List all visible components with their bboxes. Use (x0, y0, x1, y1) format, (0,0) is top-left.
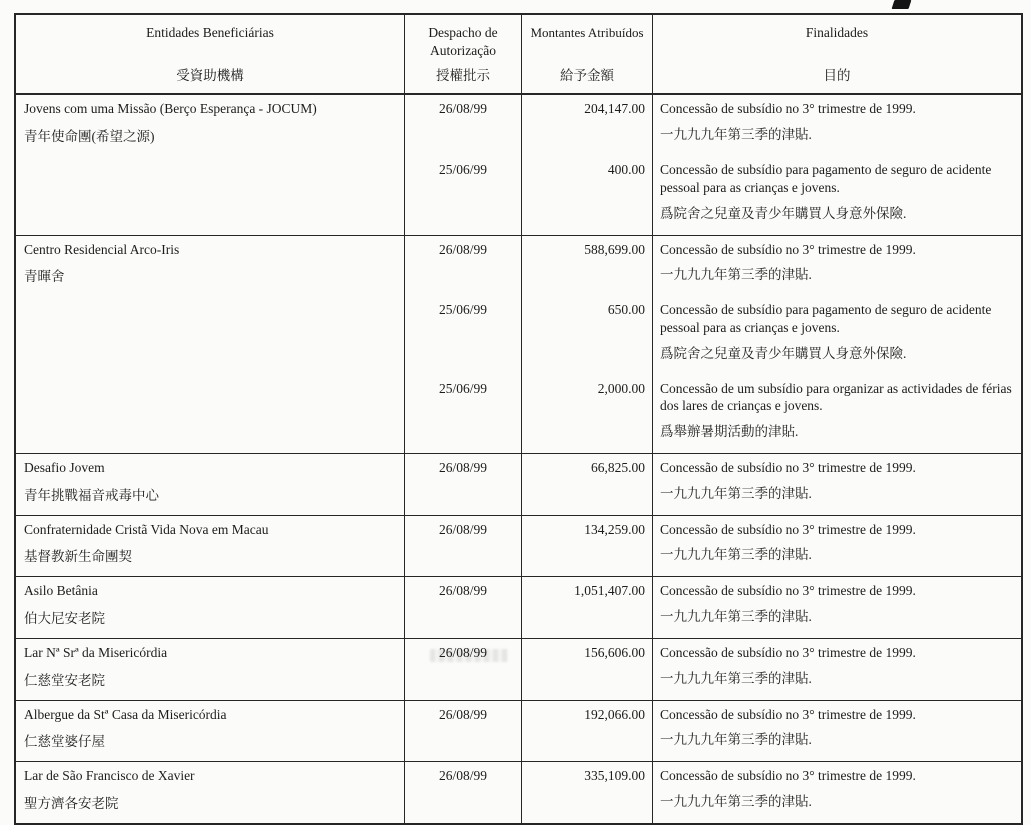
table-row (16, 454, 1021, 516)
authorization-date: 25/06/99 (405, 375, 522, 453)
table-row (16, 516, 1021, 578)
grants-container (405, 516, 1021, 577)
header-montantes-pt: Montantes Atribuídos (530, 25, 644, 40)
purpose-pt: Concessão de subsídio para pagamento de seguro de acidente pessoal para as crianças e jovens. (660, 162, 992, 195)
entity-name-pt: Centro Residencial Arco-Iris (24, 241, 180, 257)
entity-name-zh: 伯大尼安老院 (24, 611, 105, 627)
purpose-pt: Concessão de um subsídio para organizar as actividades de férias dos lares de crianças e jovens. (660, 380, 1012, 414)
entity-name-pt: Lar de São Francisco de Xavier (24, 768, 195, 784)
grant-entry (405, 516, 1021, 577)
entity-name-pt: Lar Nª Srª da Misericórdia (24, 644, 168, 660)
purpose-pt: Concessão de subsídio no 3° trimestre de 1999. (660, 706, 916, 722)
amount-value: 588,699.00 (522, 236, 653, 297)
grants-container (405, 95, 1021, 234)
amount-value: 134,259.00 (522, 516, 653, 577)
authorization-date: 25/06/99 (405, 156, 522, 234)
purpose-zh: 一九九九年第三季的津貼. (660, 127, 812, 143)
entity-cell (16, 577, 405, 638)
entity-cell (16, 701, 405, 762)
header-montantes-zh: 給予金額 (560, 67, 614, 83)
grants-container (405, 236, 1021, 454)
amount-value: 66,825.00 (522, 454, 653, 515)
amount-value: 400.00 (522, 156, 653, 234)
purpose-zh: 一九九九年第三季的津貼. (660, 732, 812, 748)
purpose-zh: 一九九九年第三季的津貼. (660, 670, 812, 686)
grant-entry (405, 236, 1021, 297)
grant-entry (405, 639, 1021, 700)
authorization-date: 26/08/99 (405, 762, 522, 823)
grant-entry (405, 156, 1021, 234)
amount-value: 192,066.00 (522, 701, 653, 762)
entity-name-zh: 仁慈堂安老院 (24, 672, 105, 688)
purpose-pt: Concessão de subsídio no 3° trimestre de 1999. (660, 101, 916, 117)
entity-name-zh: 青年使命團(希望之源) (24, 129, 155, 145)
purpose-pt: Concessão de subsídio para pagamento de seguro de acidente pessoal para as crianças e jovens. (660, 302, 992, 335)
header-montantes (522, 15, 653, 93)
grant-entry (405, 701, 1021, 762)
amount-value: 650.00 (522, 296, 653, 374)
purpose-pt: Concessão de subsídio no 3° trimestre de 1999. (660, 583, 916, 599)
entity-name-pt: Jovens com uma Missão (Berço Esperança - JOCUM) (24, 101, 317, 117)
header-finalidades-zh: 目的 (823, 67, 851, 83)
grants-container (405, 577, 1021, 638)
purpose-cell (653, 516, 1021, 577)
entity-cell (16, 454, 405, 515)
entity-name-zh: 仁慈堂婆仔屋 (24, 734, 105, 750)
amount-value: 156,606.00 (522, 639, 653, 700)
authorization-date: 26/08/99 (405, 577, 522, 638)
table-row (16, 639, 1021, 701)
purpose-cell (653, 375, 1021, 453)
header-despacho (405, 15, 522, 93)
header-despacho-pt: Despacho de Autorização (428, 25, 498, 58)
entity-cell (16, 95, 405, 234)
header-finalidades (653, 15, 1021, 93)
table-row (16, 236, 1021, 455)
entity-cell (16, 516, 405, 577)
purpose-zh: 一九九九年第三季的津貼. (660, 485, 812, 501)
purpose-pt: Concessão de subsídio no 3° trimestre de 1999. (660, 241, 916, 257)
purpose-cell (653, 236, 1021, 297)
entity-name-pt: Confraternidade Cristã Vida Nova em Macau (24, 521, 269, 537)
scan-artifact-mark (892, 0, 912, 9)
grant-entry (405, 577, 1021, 638)
purpose-pt: Concessão de subsídio no 3° trimestre de 1999. (660, 521, 916, 537)
purpose-zh: 爲院舍之兒童及青少年購買人身意外保險. (660, 205, 907, 221)
purpose-cell (653, 762, 1021, 823)
header-entities-zh: 受資助機構 (176, 67, 244, 83)
purpose-pt: Concessão de subsídio no 3° trimestre de 1999. (660, 460, 916, 475)
authorization-date: 26/08/99 (405, 236, 522, 297)
purpose-zh: 一九九九年第三季的津貼. (660, 547, 812, 563)
entity-cell (16, 236, 405, 454)
amount-value: 2,000.00 (522, 375, 653, 453)
purpose-cell (653, 296, 1021, 374)
table-body (16, 95, 1021, 822)
authorization-date: 26/08/99 (405, 516, 522, 577)
amount-value: 204,147.00 (522, 95, 653, 156)
grants-container (405, 454, 1021, 515)
grants-container (405, 639, 1021, 700)
purpose-pt: Concessão de subsídio no 3° trimestre de 1999. (660, 644, 916, 660)
entity-cell (16, 639, 405, 700)
entity-name-zh: 青年挑戰福音戒毒中心 (24, 487, 159, 503)
purpose-cell (653, 95, 1021, 156)
authorization-date: 26/08/99 (405, 95, 522, 156)
authorization-date: 26/08/99 (405, 639, 522, 700)
table-row (16, 577, 1021, 639)
table-row (16, 701, 1021, 763)
table-row (16, 762, 1021, 823)
purpose-zh: 一九九九年第三季的津貼. (660, 609, 812, 625)
purpose-zh: 爲院舍之兒童及青少年購買人身意外保險. (660, 345, 907, 361)
purpose-cell (653, 639, 1021, 700)
authorization-date: 26/08/99 (405, 701, 522, 762)
entity-name-pt: Albergue da Stª Casa da Misericórdia (24, 706, 227, 722)
subsidy-table (14, 13, 1023, 825)
grant-entry (405, 762, 1021, 823)
entity-name-pt: Desafio Jovem (24, 460, 105, 475)
purpose-cell (653, 156, 1021, 234)
purpose-cell (653, 577, 1021, 638)
amount-value: 1,051,407.00 (522, 577, 653, 638)
entity-name-pt: Asilo Betânia (24, 583, 98, 599)
grants-container (405, 701, 1021, 762)
header-despacho-zh: 授權批示 (436, 67, 490, 83)
entity-name-zh: 聖方濟各安老院 (24, 795, 119, 811)
purpose-zh: 一九九九年第三季的津貼. (660, 267, 812, 283)
amount-value: 335,109.00 (522, 762, 653, 823)
entity-name-zh: 基督教新生命團契 (24, 549, 132, 565)
authorization-date: 26/08/99 (405, 454, 522, 515)
purpose-cell (653, 701, 1021, 762)
purpose-zh: 一九九九年第三季的津貼. (660, 793, 812, 809)
entity-cell (16, 762, 405, 823)
grant-entry (405, 454, 1021, 515)
header-entities (16, 15, 405, 93)
grant-entry (405, 375, 1021, 453)
grants-container (405, 762, 1021, 823)
entity-name-zh: 青暉舍 (24, 269, 65, 285)
grant-entry (405, 95, 1021, 156)
table-header-row (16, 15, 1021, 95)
header-entities-pt: Entidades Beneficiárias (146, 25, 274, 40)
purpose-cell (653, 454, 1021, 515)
table-row (16, 95, 1021, 235)
authorization-date: 25/06/99 (405, 296, 522, 374)
purpose-pt: Concessão de subsídio no 3° trimestre de 1999. (660, 768, 916, 784)
purpose-zh: 爲舉辦暑期活動的津貼. (660, 424, 799, 440)
header-finalidades-pt: Finalidades (805, 25, 869, 40)
grant-entry (405, 296, 1021, 374)
